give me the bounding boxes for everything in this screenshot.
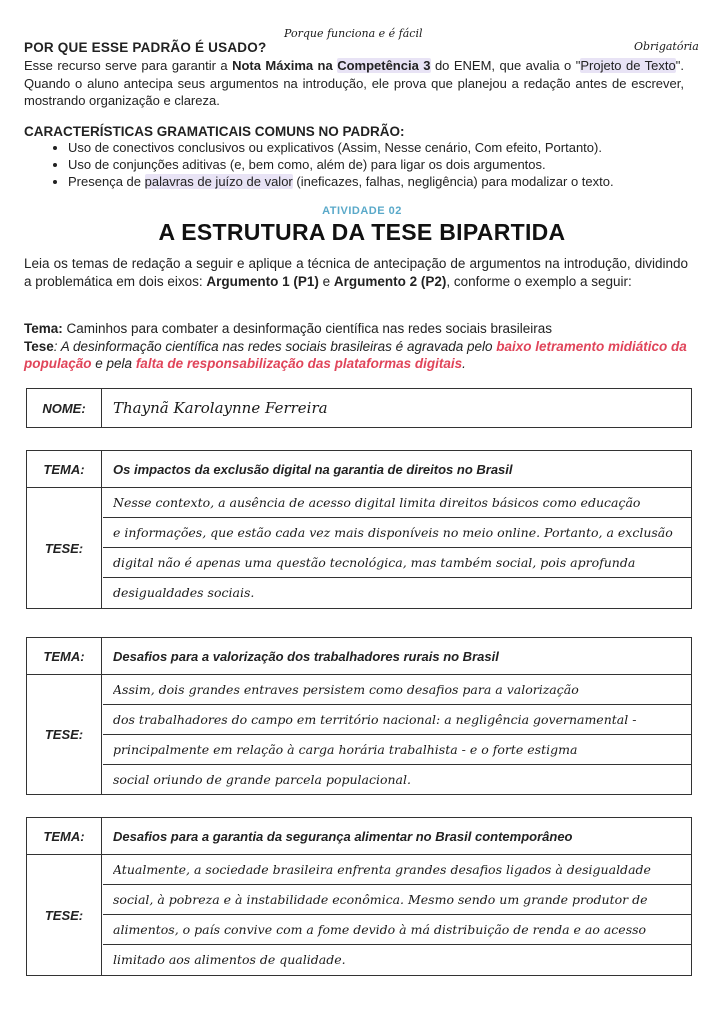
list-item: • Uso de conectivos conclusivos ou explicativos (Assim, Nesse cenário, Com efeito, Portanto).	[68, 139, 724, 156]
tema-label: TEMA:	[27, 451, 102, 487]
example-block	[24, 320, 704, 373]
thesis-line[interactable]: social, à pobreza e à instabilidade econômica. Mesmo sendo um grande produtor de	[113, 892, 648, 907]
theme-card-3	[26, 817, 692, 976]
thesis-line[interactable]: dos trabalhadores do campo em território nacional: a negligência governamental -	[113, 712, 637, 727]
tema-label: TEMA:	[27, 638, 102, 674]
tese-label: TESE:	[27, 855, 102, 975]
thesis-line[interactable]: alimentos, o país convive com a fome devido à má distribuição de renda e ao acesso	[113, 922, 647, 937]
name-field[interactable]: Thaynã Karolaynne Ferreira	[113, 399, 328, 417]
tese-label: TESE:	[27, 675, 102, 794]
instructions-paragraph: Leia os temas de redação a seguir e aplique a técnica de antecipação de argumentos na introdução, dividindo a problemática em dois eixos: Argumento 1 (P1) e Argumento 2 (P2), conforme o exemplo a seguir:	[24, 256, 688, 289]
tema-title: Desafios para a garantia da segurança alimentar no Brasil contemporâneo	[113, 828, 573, 844]
tema-title: Desafios para a valorização dos trabalhadores rurais no Brasil	[113, 648, 499, 664]
example-theme: Tema: Caminhos para combater a desinformação científica nas redes sociais brasileiras	[24, 321, 552, 336]
thesis-line[interactable]: Assim, dois grandes entraves persistem como desafios para a valorização	[113, 682, 579, 697]
thesis-line[interactable]: e informações, que estão cada vez mais disponíveis no meio online. Portanto, a exclusão	[113, 525, 673, 540]
traits-list	[46, 139, 724, 190]
thesis-line[interactable]: digital não é apenas uma questão tecnológica, mas também social, pois aprofunda	[113, 555, 636, 570]
handwritten-note-why: Porque funciona e é fácil	[284, 27, 423, 40]
name-label: NOME:	[27, 389, 102, 427]
theme-card-2	[26, 637, 692, 795]
name-box	[26, 388, 692, 428]
why-paragraph: Esse recurso serve para garantir a Nota Máxima na Competência 3 do ENEM, que avalia o "Projeto de Texto". Quando o aluno antecipa seus argumentos na introdução, ele prova que planejou a redação antes de escrever, mostrando organização e clareza.	[24, 58, 684, 108]
thesis-line[interactable]: principalmente em relação à carga horária trabalhista - e o forte estigma	[113, 742, 578, 757]
list-item: • Uso de conjunções aditivas (e, bem como, além de) para ligar os dois argumentos.	[68, 156, 724, 173]
handwritten-note-mandatory: Obrigatória	[634, 40, 699, 53]
activity-label: ATIVIDADE 02	[322, 205, 402, 217]
tema-title: Os impactos da exclusão digital na garantia de direitos no Brasil	[113, 461, 513, 477]
example-thesis: Tese: A desinformação científica nas redes sociais brasileiras é agravada pelo baixo letramento midiático da população e pela falta de responsabilização das plataformas digitais.	[24, 338, 687, 371]
traits-heading: CARACTERÍSTICAS GRAMATICAIS COMUNS NO PADRÃO:	[24, 124, 405, 139]
thesis-line[interactable]: Nesse contexto, a ausência de acesso digital limita direitos básicos como educação	[113, 495, 641, 510]
list-item: • Presença de palavras de juízo de valor (ineficazes, falhas, negligência) para modalizar o texto.	[68, 173, 724, 190]
thesis-line[interactable]: Atualmente, a sociedade brasileira enfrenta grandes desafios ligados à desigualdade	[113, 862, 651, 877]
tema-label: TEMA:	[27, 818, 102, 854]
theme-card-1	[26, 450, 692, 609]
thesis-line[interactable]: social oriundo de grande parcela populacional.	[113, 772, 411, 787]
page-title: A ESTRUTURA DA TESE BIPARTIDA	[158, 219, 566, 245]
tese-label: TESE:	[27, 488, 102, 608]
thesis-line[interactable]: limitado aos alimentos de qualidade.	[113, 952, 346, 967]
why-heading: POR QUE ESSE PADRÃO É USADO?	[24, 40, 267, 55]
thesis-line[interactable]: desigualdades sociais.	[113, 585, 255, 600]
